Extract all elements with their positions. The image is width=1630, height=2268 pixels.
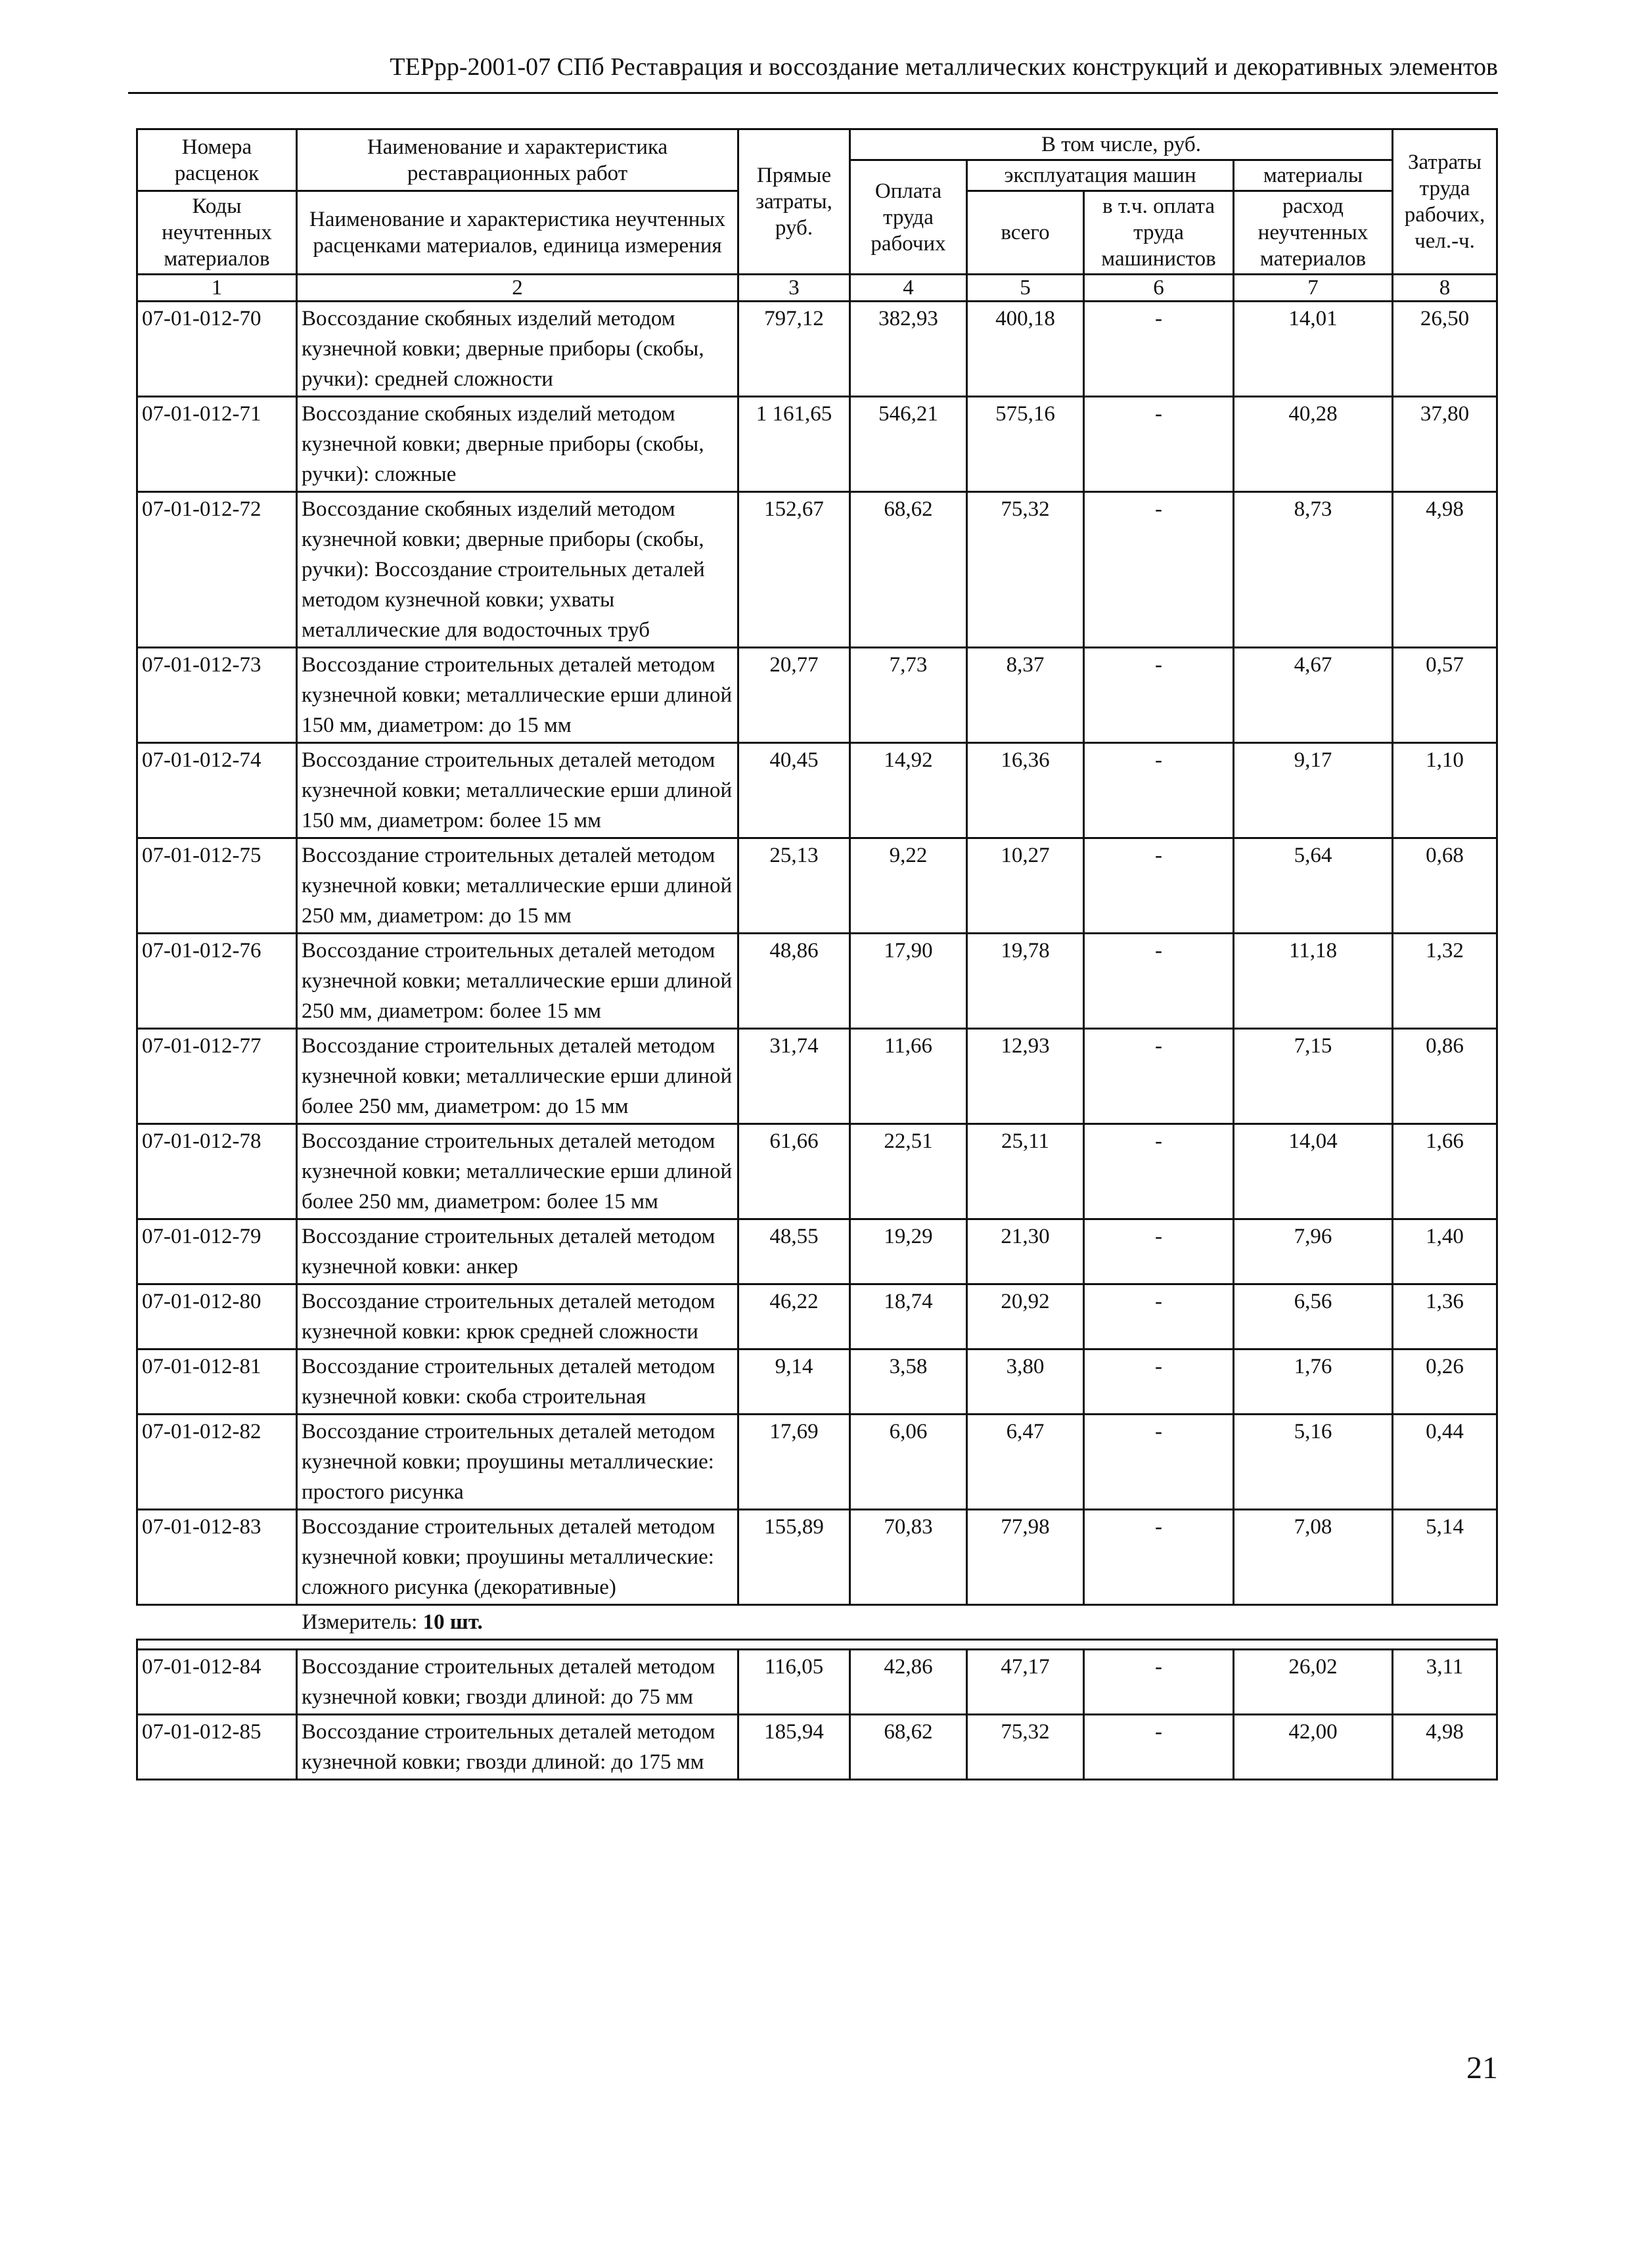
labor-hours-cell: 0,57 (1393, 648, 1497, 743)
table-row (137, 302, 1497, 397)
machines-labor-cell: - (1084, 397, 1234, 492)
machines-labor-cell: - (1084, 1284, 1234, 1349)
head-materials: материалы (1234, 160, 1393, 191)
table-head (137, 129, 1497, 302)
machines-total-cell: 77,98 (967, 1510, 1084, 1605)
direct-costs-cell: 1 161,65 (738, 397, 850, 492)
labor-hours-cell: 1,40 (1393, 1219, 1497, 1284)
labor-pay-cell: 17,90 (850, 934, 967, 1029)
rate-code: 07-01-012-71 (137, 397, 297, 492)
machines-labor-cell: - (1084, 743, 1234, 838)
materials-cell: 6,56 (1234, 1284, 1393, 1349)
rate-name: Воссоздание строительных деталей методом кузнечной ковки; металлические ерши длиной 250 мм, диаметром: до 15 мм (297, 838, 738, 934)
direct-costs-cell: 40,45 (738, 743, 850, 838)
machines-total-cell: 575,16 (967, 397, 1084, 492)
machines-total-cell: 8,37 (967, 648, 1084, 743)
table-row (137, 1510, 1497, 1605)
head-rate-numbers: Номера расценок (137, 129, 297, 191)
table-row (137, 1284, 1497, 1349)
head-materials-cost: расход неучтенных материалов (1234, 191, 1393, 275)
labor-pay-cell: 68,62 (850, 492, 967, 648)
materials-cell: 11,18 (1234, 934, 1393, 1029)
rate-name: Воссоздание строительных деталей методом кузнечной ковки: анкер (297, 1219, 738, 1284)
labor-pay-cell: 70,83 (850, 1510, 967, 1605)
table-row (137, 934, 1497, 1029)
materials-cell: 7,96 (1234, 1219, 1393, 1284)
direct-costs-cell: 155,89 (738, 1510, 850, 1605)
materials-cell: 5,64 (1234, 838, 1393, 934)
materials-cell: 14,04 (1234, 1124, 1393, 1219)
rate-name: Воссоздание строительных деталей методом кузнечной ковки; гвозди длиной: до 175 мм (297, 1715, 738, 1780)
materials-cell: 9,17 (1234, 743, 1393, 838)
labor-pay-cell: 14,92 (850, 743, 967, 838)
table-row (137, 743, 1497, 838)
labor-pay-cell: 22,51 (850, 1124, 967, 1219)
column-number: 4 (850, 275, 967, 302)
direct-costs-cell: 116,05 (738, 1650, 850, 1715)
labor-pay-cell: 42,86 (850, 1650, 967, 1715)
labor-hours-cell: 0,44 (1393, 1415, 1497, 1510)
column-number: 3 (738, 275, 850, 302)
direct-costs-cell: 152,67 (738, 492, 850, 648)
table-body-2 (137, 1650, 1497, 1780)
rates-table (136, 128, 1498, 1780)
machines-labor-cell: - (1084, 1349, 1234, 1415)
rate-code: 07-01-012-73 (137, 648, 297, 743)
direct-costs-cell: 46,22 (738, 1284, 850, 1349)
table-body (137, 302, 1497, 1605)
table-row (137, 397, 1497, 492)
column-number: 6 (1084, 275, 1234, 302)
rate-name: Воссоздание строительных деталей методом кузнечной ковки; металлические ерши длиной более 250 мм, диаметром: более 15 мм (297, 1124, 738, 1219)
labor-pay-cell: 18,74 (850, 1284, 967, 1349)
direct-costs-cell: 797,12 (738, 302, 850, 397)
labor-hours-cell: 0,86 (1393, 1029, 1497, 1124)
labor-hours-cell: 3,11 (1393, 1650, 1497, 1715)
machines-labor-cell: - (1084, 1219, 1234, 1284)
labor-hours-cell: 1,66 (1393, 1124, 1497, 1219)
labor-pay-cell: 546,21 (850, 397, 967, 492)
labor-hours-cell: 0,68 (1393, 838, 1497, 934)
rate-name: Воссоздание строительных деталей методом кузнечной ковки: крюк средней сложности (297, 1284, 738, 1349)
rate-name: Воссоздание строительных деталей методом кузнечной ковки; металлические ерши длиной 150 мм, диаметром: более 15 мм (297, 743, 738, 838)
labor-hours-cell: 4,98 (1393, 1715, 1497, 1780)
meter-section (137, 1605, 1497, 1650)
materials-cell: 8,73 (1234, 492, 1393, 648)
machines-total-cell: 47,17 (967, 1650, 1084, 1715)
machines-labor-cell: - (1084, 648, 1234, 743)
head-name-title: Наименование и характеристика реставрационных работ (297, 129, 738, 191)
labor-pay-cell: 11,66 (850, 1029, 967, 1124)
machines-total-cell: 19,78 (967, 934, 1084, 1029)
rate-name: Воссоздание строительных деталей методом кузнечной ковки: скоба строительная (297, 1349, 738, 1415)
head-direct-costs: Прямые затраты, руб. (738, 129, 850, 275)
labor-hours-cell: 1,32 (1393, 934, 1497, 1029)
table-row (137, 1415, 1497, 1510)
table-row (137, 1219, 1497, 1284)
rate-code: 07-01-012-74 (137, 743, 297, 838)
running-header: ТЕРрр-2001-07 СПб Реставрация и воссоздание металлических конструкций и декоративных элементов (128, 51, 1498, 94)
materials-cell: 7,15 (1234, 1029, 1393, 1124)
materials-cell: 42,00 (1234, 1715, 1393, 1780)
machines-labor-cell: - (1084, 1029, 1234, 1124)
head-including: В том числе, руб. (850, 129, 1393, 160)
head-machines-total: всего (967, 191, 1084, 275)
meter-text (297, 1605, 1497, 1640)
rate-code: 07-01-012-85 (137, 1715, 297, 1780)
rate-name: Воссоздание строительных деталей методом кузнечной ковки; проушины металлические: сложного рисунка (декоративные) (297, 1510, 738, 1605)
meter-row (137, 1605, 1497, 1640)
rate-name: Воссоздание строительных деталей методом кузнечной ковки; металлические ерши длиной 250 мм, диаметром: более 15 мм (297, 934, 738, 1029)
materials-cell: 40,28 (1234, 397, 1393, 492)
table-row (137, 838, 1497, 934)
machines-labor-cell: - (1084, 838, 1234, 934)
rate-code: 07-01-012-75 (137, 838, 297, 934)
machines-total-cell: 10,27 (967, 838, 1084, 934)
labor-pay-cell: 3,58 (850, 1349, 967, 1415)
rate-code: 07-01-012-80 (137, 1284, 297, 1349)
column-number: 5 (967, 275, 1084, 302)
column-number: 7 (1234, 275, 1393, 302)
rate-name: Воссоздание скобяных изделий методом кузнечной ковки; дверные приборы (скобы, ручки): Воссоздание строительных деталей методом кузнечной ковки; ухваты металлические для водосточных труб (297, 492, 738, 648)
labor-hours-cell: 1,36 (1393, 1284, 1497, 1349)
direct-costs-cell: 31,74 (738, 1029, 850, 1124)
machines-total-cell: 16,36 (967, 743, 1084, 838)
direct-costs-cell: 17,69 (738, 1415, 850, 1510)
rate-code: 07-01-012-82 (137, 1415, 297, 1510)
head-name-materials: Наименование и характеристика неучтенных расценками материалов, единица измерения (297, 191, 738, 275)
machines-total-cell: 75,32 (967, 1715, 1084, 1780)
rate-name: Воссоздание строительных деталей методом кузнечной ковки; гвозди длиной: до 75 мм (297, 1650, 738, 1715)
rate-name: Воссоздание скобяных изделий методом кузнечной ковки; дверные приборы (скобы, ручки): сложные (297, 397, 738, 492)
labor-hours-cell: 4,98 (1393, 492, 1497, 648)
head-labor-pay: Оплата труда рабочих (850, 160, 967, 275)
labor-hours-cell: 5,14 (1393, 1510, 1497, 1605)
machines-labor-cell: - (1084, 1415, 1234, 1510)
table-row (137, 1715, 1497, 1780)
direct-costs-cell: 48,55 (738, 1219, 850, 1284)
rate-name: Воссоздание строительных деталей методом кузнечной ковки; металлические ерши длиной 150 мм, диаметром: до 15 мм (297, 648, 738, 743)
machines-labor-cell: - (1084, 934, 1234, 1029)
machines-labor-cell: - (1084, 1510, 1234, 1605)
meter-value: 10 шт. (422, 1610, 483, 1634)
labor-pay-cell: 19,29 (850, 1219, 967, 1284)
rate-code: 07-01-012-81 (137, 1349, 297, 1415)
column-number: 2 (297, 275, 738, 302)
rate-name: Воссоздание скобяных изделий методом кузнечной ковки; дверные приборы (скобы, ручки): средней сложности (297, 302, 738, 397)
head-machines-labor: в т.ч. оплата труда машинистов (1084, 191, 1234, 275)
machines-labor-cell: - (1084, 302, 1234, 397)
table-row (137, 1349, 1497, 1415)
table-row (137, 1650, 1497, 1715)
direct-costs-cell: 185,94 (738, 1715, 850, 1780)
rate-code: 07-01-012-72 (137, 492, 297, 648)
direct-costs-cell: 48,86 (738, 934, 850, 1029)
machines-total-cell: 400,18 (967, 302, 1084, 397)
rate-code: 07-01-012-83 (137, 1510, 297, 1605)
page-number: 21 (1466, 2051, 1498, 2085)
materials-cell: 14,01 (1234, 302, 1393, 397)
machines-labor-cell: - (1084, 1650, 1234, 1715)
head-labor-hours: Затраты труда рабочих, чел.-ч. (1393, 129, 1497, 275)
machines-labor-cell: - (1084, 492, 1234, 648)
machines-total-cell: 21,30 (967, 1219, 1084, 1284)
rate-code: 07-01-012-76 (137, 934, 297, 1029)
labor-hours-cell: 1,10 (1393, 743, 1497, 838)
table-row (137, 648, 1497, 743)
meter-label: Измеритель: (302, 1610, 423, 1634)
table-row (137, 492, 1497, 648)
table-row (137, 1029, 1497, 1124)
direct-costs-cell: 25,13 (738, 838, 850, 934)
machines-total-cell: 75,32 (967, 492, 1084, 648)
labor-pay-cell: 6,06 (850, 1415, 967, 1510)
head-codes: Коды неучтенных материалов (137, 191, 297, 275)
rate-code: 07-01-012-79 (137, 1219, 297, 1284)
machines-labor-cell: - (1084, 1124, 1234, 1219)
machines-total-cell: 25,11 (967, 1124, 1084, 1219)
rate-name: Воссоздание строительных деталей методом кузнечной ковки; проушины металлические: простого рисунка (297, 1415, 738, 1510)
materials-cell: 1,76 (1234, 1349, 1393, 1415)
materials-cell: 4,67 (1234, 648, 1393, 743)
labor-hours-cell: 0,26 (1393, 1349, 1497, 1415)
machines-total-cell: 3,80 (967, 1349, 1084, 1415)
labor-pay-cell: 9,22 (850, 838, 967, 934)
direct-costs-cell: 20,77 (738, 648, 850, 743)
labor-pay-cell: 382,93 (850, 302, 967, 397)
labor-hours-cell: 37,80 (1393, 397, 1497, 492)
rate-code: 07-01-012-84 (137, 1650, 297, 1715)
rate-code: 07-01-012-70 (137, 302, 297, 397)
machines-total-cell: 6,47 (967, 1415, 1084, 1510)
labor-hours-cell: 26,50 (1393, 302, 1497, 397)
direct-costs-cell: 61,66 (738, 1124, 850, 1219)
rate-code: 07-01-012-78 (137, 1124, 297, 1219)
column-number: 8 (1393, 275, 1497, 302)
materials-cell: 5,16 (1234, 1415, 1393, 1510)
column-numbers-row (137, 275, 1497, 302)
column-number: 1 (137, 275, 297, 302)
rate-name: Воссоздание строительных деталей методом кузнечной ковки; металлические ерши длиной более 250 мм, диаметром: до 15 мм (297, 1029, 738, 1124)
labor-pay-cell: 7,73 (850, 648, 967, 743)
rate-code: 07-01-012-77 (137, 1029, 297, 1124)
direct-costs-cell: 9,14 (738, 1349, 850, 1415)
table-row (137, 1124, 1497, 1219)
machines-labor-cell: - (1084, 1715, 1234, 1780)
materials-cell: 26,02 (1234, 1650, 1393, 1715)
materials-cell: 7,08 (1234, 1510, 1393, 1605)
machines-total-cell: 20,92 (967, 1284, 1084, 1349)
head-machines: эксплуатация машин (967, 160, 1234, 191)
machines-total-cell: 12,93 (967, 1029, 1084, 1124)
labor-pay-cell: 68,62 (850, 1715, 967, 1780)
